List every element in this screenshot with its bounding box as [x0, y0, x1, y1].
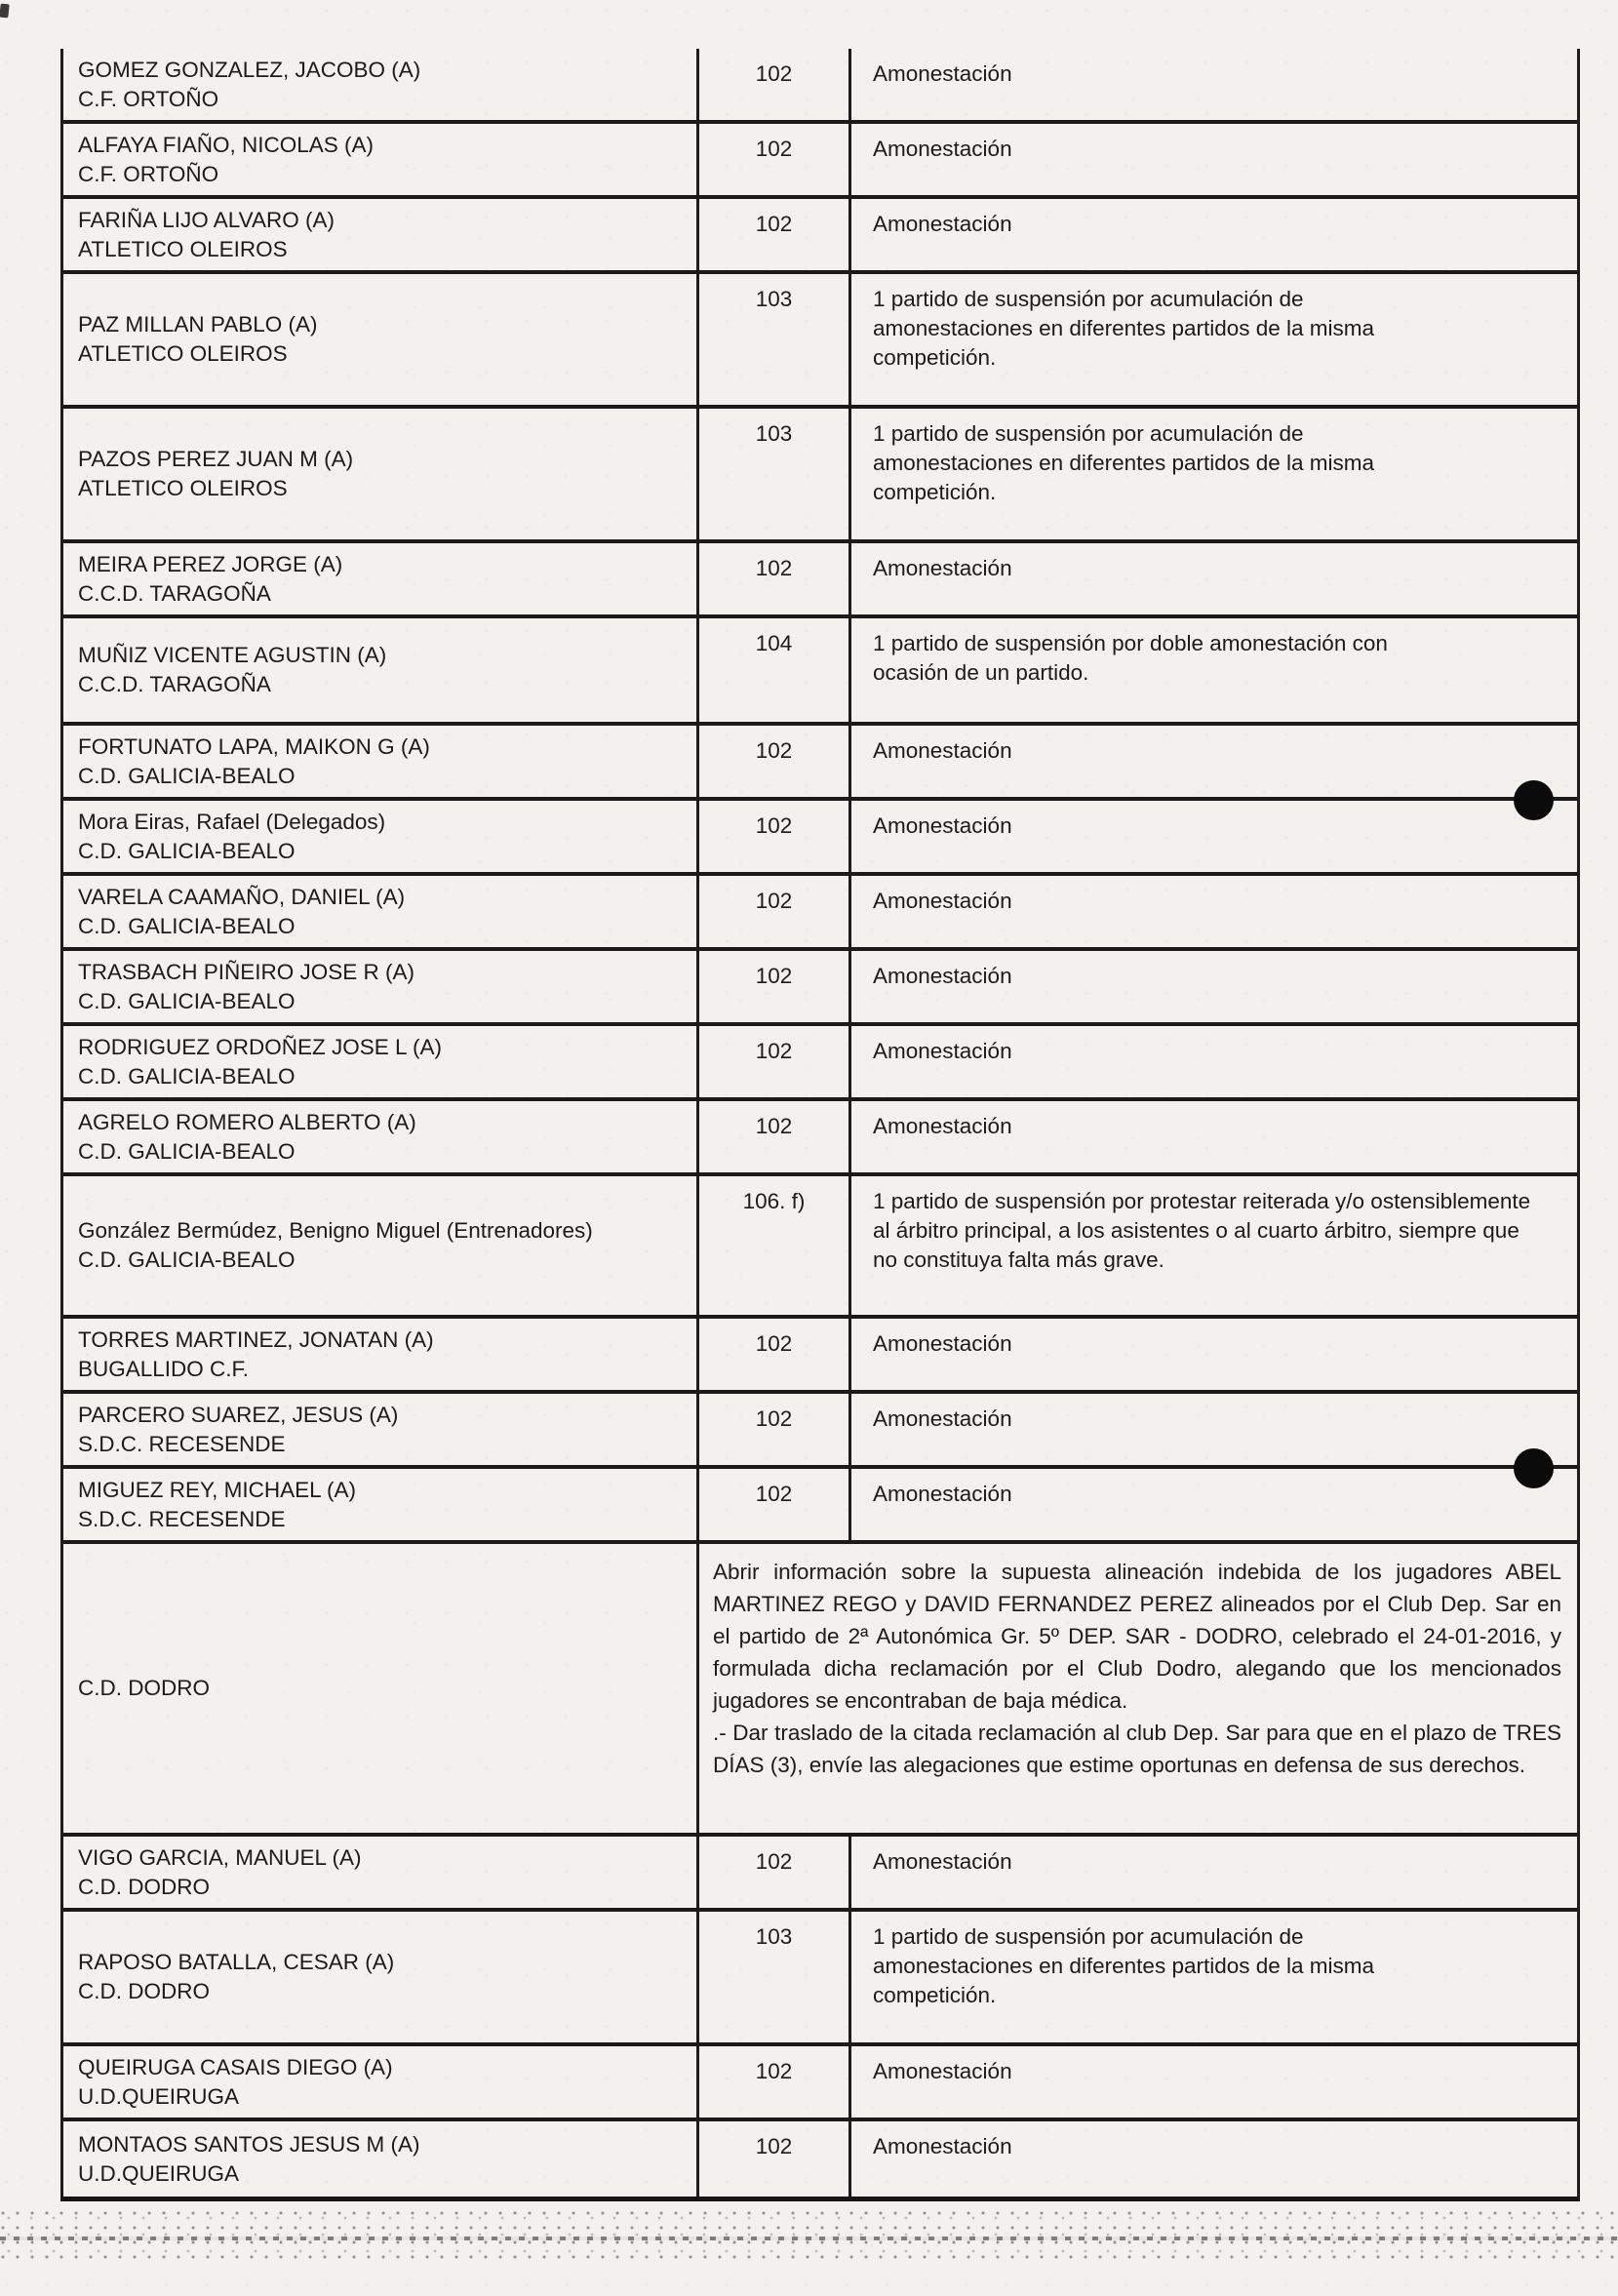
sanction-text: Amonestación [873, 1039, 1012, 1063]
table-row [63, 876, 1577, 951]
person-name: TORRES MARTINEZ, JONATAN (A) [78, 1326, 434, 1352]
table-row [63, 801, 1577, 876]
sanction-cell [851, 1176, 1577, 1315]
player-cell [63, 199, 699, 270]
person-name: FARIÑA LIJO ALVARO (A) [78, 207, 335, 232]
table-row [63, 274, 1577, 409]
article-number: 102 [699, 1837, 851, 1908]
club-name: C.C.D. TARAGOÑA [78, 672, 271, 696]
table-row-cd-dodro [63, 1544, 1577, 1837]
sanction-text: 1 partido de suspensión por acumulación de amonestaciones en diferentes partidos de la misma competición. [873, 1924, 1375, 2007]
club-name: C.D. DODRO [78, 1874, 210, 1899]
player-cell [63, 1026, 699, 1097]
person-name: RAPOSO BATALLA, CESAR (A) [78, 1950, 395, 1974]
article-number: 102 [699, 876, 851, 947]
article-number: 103 [699, 274, 851, 405]
sanction-cell [851, 543, 1577, 614]
table-row [63, 1912, 1577, 2046]
club-name: C.F. ORTOÑO [78, 161, 219, 186]
player-cell [63, 1319, 699, 1390]
person-name: González Bermúdez, Benigno Miguel (Entrenadores) [78, 1218, 593, 1243]
club-name: ATLETICO OLEIROS [78, 236, 288, 261]
club-name: BUGALLIDO C.F. [78, 1356, 250, 1381]
table-row [63, 1469, 1577, 1544]
scan-noise-band [0, 2210, 1618, 2261]
player-cell [63, 726, 699, 797]
sanction-text: Amonestación [873, 964, 1012, 988]
sanction-text: Amonestación [873, 813, 1012, 838]
club-name: S.D.C. RECESENDE [78, 1506, 286, 1531]
club-name: C.D. GALICIA-BEALO [78, 1247, 296, 1272]
sanction-cell [851, 876, 1577, 947]
player-cell [63, 1837, 699, 1908]
club-name: ATLETICO OLEIROS [78, 476, 288, 500]
person-name: QUEIRUGA CASAIS DIEGO (A) [78, 2054, 393, 2079]
club-name: C.D. GALICIA-BEALO [78, 1063, 296, 1089]
player-cell [63, 801, 699, 872]
sanction-text: Amonestación [873, 2059, 1012, 2083]
article-number: 102 [699, 199, 851, 270]
table-row [63, 726, 1577, 801]
article-number: 102 [699, 2121, 851, 2197]
person-name: FORTUNATO LAPA, MAIKON G (A) [78, 733, 430, 759]
resolution-cell [699, 1544, 1577, 1833]
sanction-text: Amonestación [873, 738, 1012, 763]
resolution-paragraph-1: Abrir información sobre la supuesta alineación indebida de los jugadores ABEL MARTINEZ REGO y DAVID FERNANDEZ PEREZ alineados por el Club Dep. Sar en el partido de 2ª Autonómica Gr. 5º DEP. SAR - DODRO, celebrado el 24-01-2016, y formulada dicha reclamación por el Club Dodro, alegando que los mencionados jugadores se encontraban de baja médica. [713, 1560, 1561, 1713]
article-number: 102 [699, 801, 851, 872]
person-name: RODRIGUEZ ORDOÑEZ JOSE L (A) [78, 1034, 442, 1059]
player-cell [63, 2121, 699, 2197]
club-name: S.D.C. RECESENDE [78, 1431, 286, 1456]
sanction-text: 1 partido de suspensión por protestar reiterada y/o ostensiblemente al árbitro principal, a los asistentes o al cuarto árbitro, siempre que no constituya falta más grave. [873, 1189, 1531, 1272]
sanction-text: Amonestación [873, 1331, 1012, 1356]
table-row [63, 1837, 1577, 1912]
punch-hole-dot [1514, 780, 1554, 820]
sanction-cell [851, 409, 1577, 539]
sanction-text: Amonestación [873, 889, 1012, 913]
sanction-cell [851, 1394, 1577, 1465]
club-cell [63, 1544, 699, 1833]
sanction-text: Amonestación [873, 137, 1012, 161]
person-name: PAZ MILLAN PABLO (A) [78, 312, 318, 336]
article-number: 106. f) [699, 1176, 851, 1315]
article-number: 102 [699, 726, 851, 797]
person-name: MONTAOS SANTOS JESUS M (A) [78, 2131, 420, 2157]
article-number: 102 [699, 951, 851, 1022]
sanction-cell [851, 274, 1577, 405]
sanction-cell [851, 1026, 1577, 1097]
club-name: C.C.D. TARAGOÑA [78, 580, 271, 606]
sanction-cell [851, 1319, 1577, 1390]
club-name: C.D. GALICIA-BEALO [78, 763, 296, 788]
player-cell [63, 1469, 699, 1540]
club-name: ATLETICO OLEIROS [78, 341, 288, 366]
club-name: C.D. DODRO [78, 1979, 210, 2003]
article-number: 102 [699, 1026, 851, 1097]
person-name: GOMEZ GONZALEZ, JACOBO (A) [78, 57, 421, 82]
sanction-cell [851, 1469, 1577, 1540]
sanction-text: Amonestación [873, 1849, 1012, 1874]
sanction-text: Amonestación [873, 1114, 1012, 1138]
article-number: 102 [699, 1319, 851, 1390]
table-row [63, 1394, 1577, 1469]
table-row [63, 2121, 1577, 2197]
table-row [63, 199, 1577, 274]
sanction-text: 1 partido de suspensión por acumulación de amonestaciones en diferentes partidos de la misma competición. [873, 287, 1375, 370]
table-row [63, 618, 1577, 726]
club-name: C.D. GALICIA-BEALO [78, 988, 296, 1013]
player-cell [63, 2046, 699, 2118]
sanction-cell [851, 49, 1577, 120]
article-number: 104 [699, 618, 851, 722]
article-number: 102 [699, 124, 851, 195]
resolution-paragraph-2: .- Dar traslado de la citada reclamación al club Dep. Sar para que en el plazo de TRES DÍAS (3), envíe las alegaciones que estime oportunas en defensa de sus derechos. [713, 1721, 1561, 1777]
article-number: 103 [699, 1912, 851, 2042]
scan-noise-line [0, 2237, 1618, 2240]
sanction-text: Amonestación [873, 1406, 1012, 1431]
article-number: 102 [699, 49, 851, 120]
punch-hole-dot [1514, 1448, 1554, 1488]
player-cell [63, 1912, 699, 2042]
article-number: 102 [699, 1469, 851, 1540]
club-name: U.D.QUEIRUGA [78, 2083, 240, 2109]
player-cell [63, 1394, 699, 1465]
player-cell [63, 1101, 699, 1172]
player-cell [63, 409, 699, 539]
player-cell [63, 618, 699, 722]
person-name: TRASBACH PIÑEIRO JOSE R (A) [78, 959, 415, 984]
sanction-text: Amonestación [873, 2134, 1012, 2158]
person-name: MEIRA PEREZ JORGE (A) [78, 551, 343, 576]
club-name: C.F. ORTOÑO [78, 86, 219, 111]
sanction-cell [851, 801, 1577, 872]
sanction-cell [851, 2121, 1577, 2197]
table-row [63, 1101, 1577, 1176]
club-name: C.D. DODRO [78, 1676, 210, 1700]
person-name: AGRELO ROMERO ALBERTO (A) [78, 1109, 416, 1134]
table-row [63, 49, 1577, 124]
player-cell [63, 124, 699, 195]
sanctions-table [60, 49, 1580, 2201]
player-cell [63, 49, 699, 120]
sanction-cell [851, 618, 1577, 722]
player-cell [63, 274, 699, 405]
sanction-text: Amonestación [873, 556, 1012, 580]
club-name: C.D. GALICIA-BEALO [78, 838, 296, 863]
person-name: MIGUEZ REY, MICHAEL (A) [78, 1477, 357, 1502]
scan-smudge [0, 4, 10, 19]
table-row [63, 2046, 1577, 2121]
sanction-text: Amonestación [873, 1482, 1012, 1506]
person-name: VARELA CAAMAÑO, DANIEL (A) [78, 884, 406, 909]
table-row [63, 1026, 1577, 1101]
sanction-text: 1 partido de suspensión por acumulación de amonestaciones en diferentes partidos de la misma competición. [873, 421, 1375, 504]
player-cell [63, 951, 699, 1022]
article-number: 103 [699, 409, 851, 539]
table-row [63, 409, 1577, 543]
person-name: MUÑIZ VICENTE AGUSTIN (A) [78, 643, 387, 667]
sanction-cell [851, 951, 1577, 1022]
sanction-text: Amonestación [873, 212, 1012, 236]
article-number: 102 [699, 543, 851, 614]
player-cell [63, 543, 699, 614]
table-row [63, 1319, 1577, 1394]
club-name: C.D. GALICIA-BEALO [78, 913, 296, 938]
club-name: C.D. GALICIA-BEALO [78, 1138, 296, 1164]
player-cell [63, 1176, 699, 1315]
table-row [63, 951, 1577, 1026]
person-name: VIGO GARCIA, MANUEL (A) [78, 1844, 362, 1870]
article-number: 102 [699, 2046, 851, 2118]
person-name: ALFAYA FIAÑO, NICOLAS (A) [78, 132, 374, 157]
sanction-cell [851, 1912, 1577, 2042]
sanction-cell [851, 199, 1577, 270]
sanction-cell [851, 2046, 1577, 2118]
person-name: PARCERO SUAREZ, JESUS (A) [78, 1402, 399, 1427]
table-row [63, 543, 1577, 618]
sanction-cell [851, 726, 1577, 797]
article-number: 102 [699, 1101, 851, 1172]
person-name: Mora Eiras, Rafael (Delegados) [78, 809, 386, 834]
person-name: PAZOS PEREZ JUAN M (A) [78, 447, 354, 471]
sanction-cell [851, 124, 1577, 195]
table-row [63, 1176, 1577, 1319]
sanction-text: 1 partido de suspensión por doble amonestación con ocasión de un partido. [873, 631, 1388, 685]
sanction-cell [851, 1101, 1577, 1172]
player-cell [63, 876, 699, 947]
article-number: 102 [699, 1394, 851, 1465]
sanction-text: Amonestación [873, 61, 1012, 86]
sanction-cell [851, 1837, 1577, 1908]
club-name: U.D.QUEIRUGA [78, 2160, 240, 2186]
table-row [63, 124, 1577, 199]
